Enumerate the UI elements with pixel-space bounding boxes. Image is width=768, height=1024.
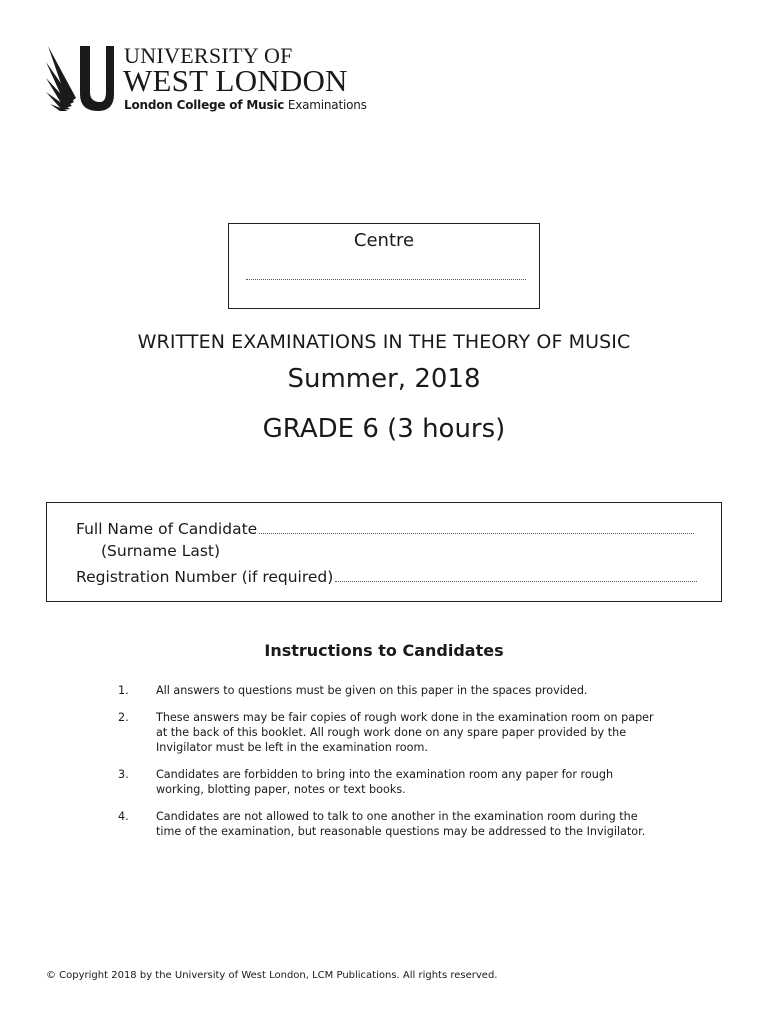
instruction-text: All answers to questions must be given on this paper in the spaces provided. [156, 684, 588, 697]
full-name-field[interactable] [259, 533, 694, 534]
instruction-number: 2. [118, 711, 129, 724]
logo-subtitle-bold: London College of Music [124, 98, 285, 112]
instruction-number: 1. [118, 684, 129, 697]
full-name-row [76, 520, 694, 538]
centre-field[interactable] [246, 279, 526, 280]
instruction-text: These answers may be fair copies of rough work done in the examination room on paper at the back of this booklet. All rough work done on any spare paper provided by the Invigilator must be left in the examination room. [156, 711, 654, 754]
registration-row [76, 568, 697, 586]
centre-box [228, 223, 540, 309]
logo-west-london: WEST LONDON [123, 63, 348, 98]
instruction-item [118, 809, 658, 839]
exam-title: WRITTEN EXAMINATIONS IN THE THEORY OF MUSIC [137, 331, 631, 353]
candidate-details-box [46, 502, 722, 602]
instructions-title: Instructions to Candidates [264, 641, 504, 660]
logo-subtitle-rest: Examinations [284, 98, 367, 112]
logo-university-of: UNIVERSITY OF [124, 43, 293, 68]
full-name-label: Full Name of Candidate [76, 520, 258, 538]
instruction-number: 4. [118, 810, 129, 823]
exam-session: Summer, 2018 [287, 364, 481, 394]
instruction-number: 3. [118, 768, 129, 781]
surname-note-row [101, 542, 220, 560]
instruction-text: Candidates are not allowed to talk to one another in the examination room during the time of the examination, but reasonable questions may be addressed to the Invigilator. [156, 810, 646, 838]
logo-subtitle [124, 98, 367, 112]
centre-label: Centre [353, 230, 415, 251]
registration-field[interactable] [335, 581, 697, 582]
instruction-item [118, 683, 658, 698]
instruction-text: Candidates are forbidden to bring into the examination room any paper for rough working, blotting paper, notes or text books. [156, 768, 614, 796]
registration-label: Registration Number (if required) [76, 568, 334, 586]
exam-grade: GRADE 6 (3 hours) [262, 414, 506, 444]
university-logo-icon [46, 44, 116, 112]
copyright-notice: © Copyright 2018 by the University of West London, LCM Publications. All rights reserved. [46, 970, 498, 981]
instruction-item [118, 710, 658, 755]
instruction-item [118, 767, 658, 797]
surname-note: (Surname Last) [101, 542, 221, 560]
instructions-list [118, 683, 658, 851]
